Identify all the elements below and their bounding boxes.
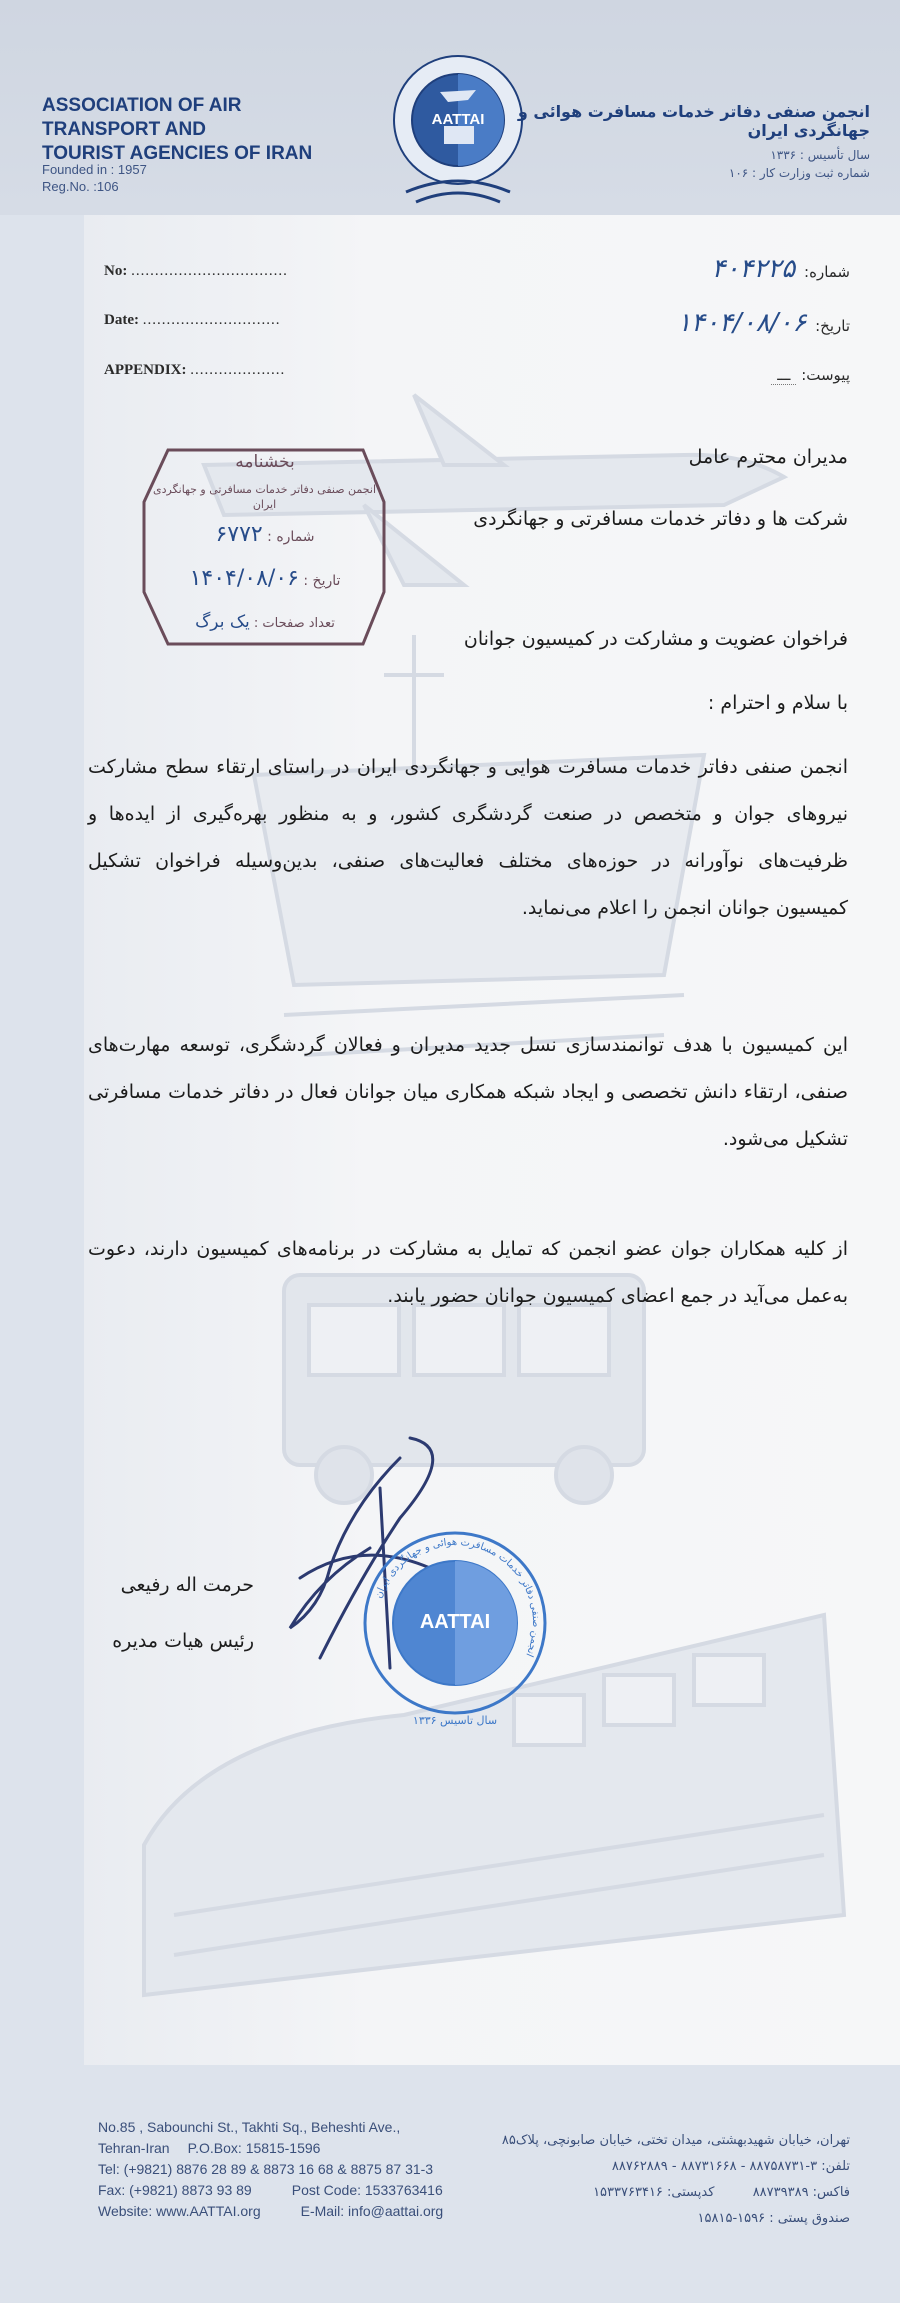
fa-reg: شماره ثبت وزارت کار : ۱۰۶ (728, 166, 870, 180)
ref-appendix-field: APPENDIX: .................... (104, 362, 286, 378)
ref-fa-number (670, 254, 850, 284)
footer-fa-address: تهران، خیابان شهیدبهشتی، میدان تختی، خیابان صابونچی، پلاک۸۵ (501, 2133, 850, 2148)
ref-fa-number-label: شماره: (804, 263, 850, 281)
footer-english (98, 2117, 458, 2222)
recipient-line2: شرکت ها و دفاتر خدمات مسافرتی و جهانگردی (473, 508, 848, 530)
ref-fa-attachment (670, 366, 850, 384)
footer-en-pobox: P.O.Box: 15815-1596 (187, 2140, 321, 2156)
ref-appendix-label: APPENDIX: (104, 362, 187, 378)
footer-en-postcode: Post Code: 1533763416 (291, 2182, 443, 2198)
footer-en-fax-row (98, 2180, 458, 2201)
stamp-date-value: ۱۴۰۴/۰۸/۰۶ (189, 566, 299, 591)
stamp-line2: انجمن صنفی دفاتر خدمات مسافرتی و جهانگردی ایران (153, 483, 376, 511)
ref-no-field: No: ................................. (104, 263, 288, 279)
letter-paragraph-1: انجمن صنفی دفاتر خدمات مسافرت هوایی و جهانگردی ایران در راستای ارتقاء سطح مشارکت نیروهای جوان و متخصص در صنعت گردشگری کشور، و به منظور بهره‌گیری از ایده‌ها و ظرفیت‌های نوآورانه در حوزه‌های مختلف فعالیت‌های صنفی، بدین‌وسیله فراخوان تشکیل کمیسیون جوانان انجمن را اعلام می‌نماید. (88, 756, 848, 919)
footer-en-address2: Tehran-Iran (98, 2140, 170, 2156)
en-name-line2: TOURIST AGENCIES OF IRAN (42, 143, 313, 164)
signer-name: حرمت اله رفیعی (120, 1574, 254, 1596)
ref-fa-attach-label: پیوست: (801, 366, 850, 384)
ref-fa-number-value: ۴۰۴۲۲۵ (711, 254, 796, 284)
footer-fa-tel: تلفن: ۳-۸۸۷۵۸۷۳۱ - ۸۸۷۳۱۶۶۸ - ۸۸۷۶۲۸۸۹ (611, 2159, 850, 2174)
en-reg: Reg.No. :106 (42, 179, 119, 194)
footer-en-fax: Fax: (+9821) 8873 93 89 (98, 2182, 252, 2198)
letter-subject: فراخوان عضویت و مشارکت در کمیسیون جوانان (463, 628, 848, 650)
official-seal (360, 1528, 550, 1728)
stamp-date-label: تاریخ : (303, 573, 341, 589)
stamp-pages-label: تعداد صفحات : (253, 616, 335, 631)
letter-greeting: با سلام و احترام : (707, 692, 848, 714)
letterhead-english-meta (42, 161, 147, 195)
seal-ring-text: انجمن صنفی دفاتر خدمات مسافرت هوائی و جهانگردی ایران (373, 1536, 542, 1659)
letterhead-persian-name: انجمن صنفی دفاتر خدمات مسافرت هوائی و جهانگردی ایران (517, 102, 870, 140)
stamp-number-value: ۶۷۷۲ (215, 522, 263, 547)
stamp-pages-value: یک برگ (195, 612, 250, 632)
letter-paragraph-3: از کلیه همکاران جوان عضو انجمن که تمایل به مشارکت در برنامه‌های کمیسیون دارند، دعوت به‌عمل می‌آید در جمع اعضای کمیسیون جوانان حضور یابند. (88, 1238, 848, 1307)
ref-fa-date-label: تاریخ: (815, 317, 850, 335)
letterhead-english-name (42, 94, 362, 166)
footer-fa-pobox: صندوق پستی : ۱۵۹۶-۱۵۸۱۵ (697, 2211, 850, 2226)
footer-en-address2-row (98, 2138, 458, 2159)
ref-date-label: Date: (104, 312, 139, 328)
seal-center-text: AATTAI (419, 1611, 491, 1633)
logo-center-text: AATTAI (431, 111, 485, 128)
footer-en-email[interactable]: E-Mail: info@aattai.org (300, 2203, 444, 2219)
ref-fa-date (670, 308, 850, 338)
signer-title: رئیس هیات مدیره (112, 1630, 254, 1652)
stamp-number-label: شماره : (267, 529, 315, 545)
fa-founded: سال تأسیس : ۱۳۳۶ (770, 148, 870, 162)
stamp-date (150, 566, 380, 591)
en-founded: Founded in : 1957 (42, 162, 147, 177)
footer-en-website[interactable]: Website: www.AATTAI.org (98, 2203, 261, 2219)
ref-date-field: Date: ............................. (104, 312, 281, 328)
seal-bottom-text: سال تاسیس ۱۳۳۶ (412, 1714, 498, 1727)
footer-en-address1: No.85 , Sabounchi St., Takhti Sq., Beheshti Ave., (98, 2119, 401, 2135)
footer-persian (470, 2128, 850, 2232)
footer-fa-postcode: کدپستی: ۱۵۳۳۷۶۳۴۱۶ (593, 2185, 715, 2200)
letterhead-persian-meta (570, 146, 870, 182)
footer-fa-fax-row (470, 2180, 850, 2206)
ref-fa-date-value: ۱۴۰۴/۰۸/۰۶ (677, 308, 807, 338)
recipient-line1: مدیران محترم عامل (688, 446, 848, 468)
footer-en-web-row (98, 2201, 458, 2222)
footer-fa-fax: فاکس: ۸۸۷۳۹۳۸۹ (752, 2185, 850, 2200)
en-name-line1: ASSOCIATION OF AIR TRANSPORT AND (42, 95, 242, 140)
bus-icon (444, 126, 474, 144)
letter-paragraph-2: این کمیسیون با هدف توانمندسازی نسل جدید مدیران و فعالان گردشگری، توسعه مهارت‌های صنفی، ارتقاء دانش تخصصی و ایجاد شبکه همکاری میان جوانان فعال در دفاتر خدمات مسافرتی تشکیل می‌شود. (88, 1034, 848, 1150)
stamp-line1: بخشنامه (235, 452, 295, 472)
footer-en-tel: Tel: (+9821) 8876 28 89 & 8873 16 68 & 8875 87 31-3 (98, 2161, 434, 2177)
ref-no-label: No: (104, 263, 128, 279)
ref-fa-attach-value: ـــ (771, 366, 796, 385)
